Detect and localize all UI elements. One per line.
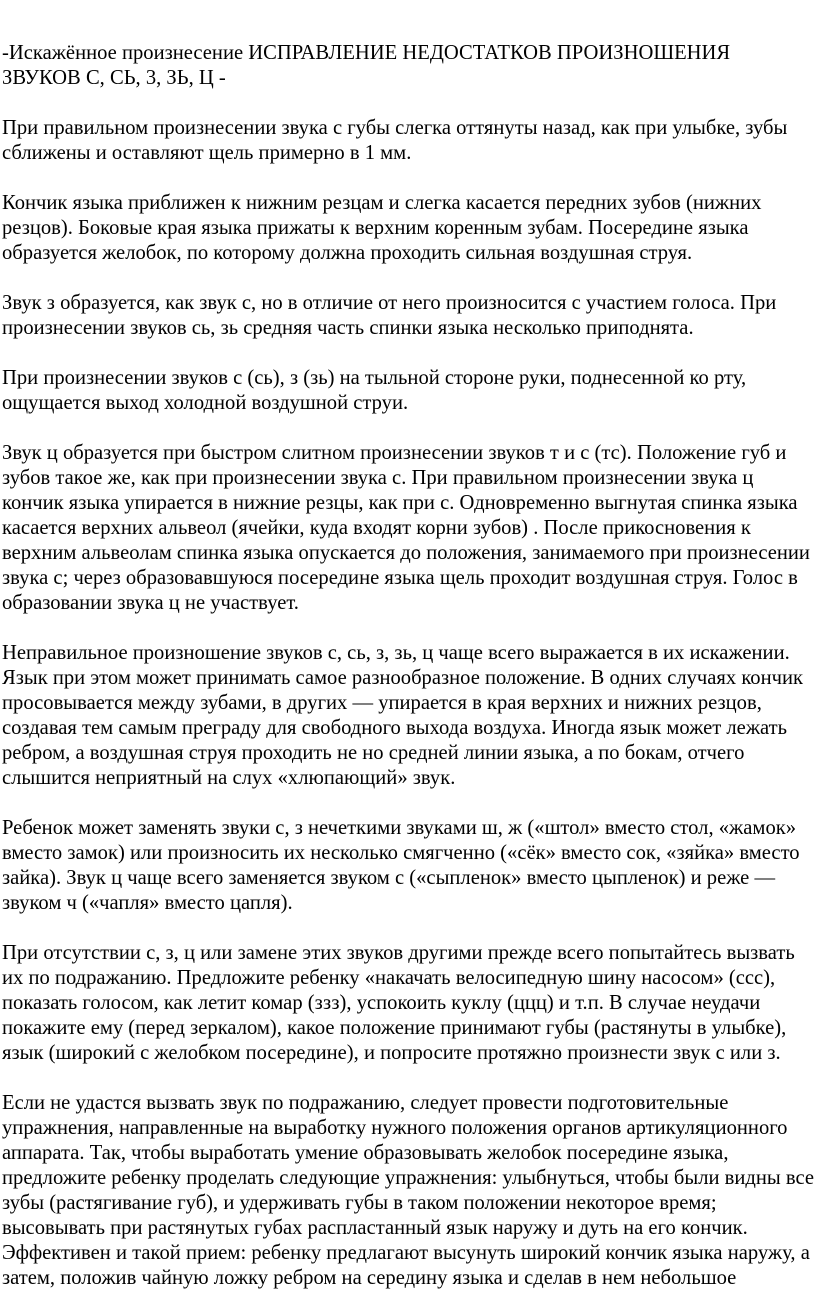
paragraph-substitutions: Ребенок может заменять звуки с, з нечеткими звуками ш, ж («штол» вместо стол, «жамок» вместо замок) или произносить их несколько смягченно («сёк» вместо сок, «зяйка» вместо зайка). Звук ц чаще всего заменяется звуком с («сыпленок» вместо цыпленок) и реже — звуком ч («чапля» вместо цапля). [2,817,800,914]
paragraph-air-stream: При произнесении звуков с (сь), з (зь) на тыльной стороне руки, поднесенной ко рту, ощущается выход холодной воздушной струи. [2,367,747,414]
paragraph-sound-z: Звук з образуется, как звук с, но в отличие от него произносится с участием голоса. При произнесении звуков сь, зь средняя часть спинки языка несколько приподнята. [2,292,777,339]
document-title: -Искажённое произнесение ИСПРАВЛЕНИЕ НЕДОСТАТКОВ ПРОИЗНОШЕНИЯ ЗВУКОВ С, СЬ, 3, ЗЬ, Ц - [2,42,731,89]
paragraph-tongue-position: Кончик языка приближен к нижним резцам и слегка касается передних зубов (нижних резцов). Боковые края языка прижаты к верхним коренным зубам. Посередине языка образуется желобок, по которому должна проходить сильная воздушная струя. [2,192,762,264]
paragraph-imitation: При отсутствии с, з, ц или замене этих звуков другими прежде всего попытайтесь вызвать их по подражанию. Предложите ребенку «накачать велосипедную шину насосом» (ссс), показать голосом, как летит комар (ззз), успокоить куклу (ццц) и т.п. В случае неудачи покажите ему (перед зеркалом), какое положение принимают губы (растянуты в улыбке), язык (широкий с желобком посередине), и попросите протяжно произнести звук с или з. [2,942,795,1064]
paragraph-preparatory-exercises: Если не удастся вызвать звук по подражанию, следует провести подготовительные упражнения, направленные на выработку нужного положения органов артикуляционного аппарата. Так, чтобы выработать умение образовывать желобок посередине языка, предложите ребенку проделать следующие упражнения: улыбнуться, чтобы были видны все зубы (растягивание губ), и удерживать губы в таком положении некоторое время; высовывать при растянутых губах распластанный язык наружу и дуть на его кончик. Эффективен и такой прием: ребенку предлагают высунуть широкий кончик языка наружу, а затем, положив чайную ложку ребром на середину языка и сделав в нем небольшое [2,1092,815,1289]
paragraph-incorrect-pronunciation: Неправильное произношение звуков с, сь, з, зь, ц чаще всего выражается в их искажении. Язык при этом может принимать самое разнообразное положение. В одних случаях кончик просовывается между зубами, в других — упирается в края верхних и нижних резцов, создавая тем самым преграду для свободного выхода воздуха. Иногда язык может лежать ребром, а воздушная струя проходить не но средней линии языка, а по бокам, отчего слышится неприятный на слух «хлюпающий» звук. [2,642,804,789]
paragraph-sound-ts: Звук ц образуется при быстром слитном произнесении звуков т и с (тс). Положение губ и зубов такое же, как при произнесении звука с. При правильном произнесении звука ц кончик языка упирается в нижние резцы, как при с. Одновременно выгнутая спинка языка касается верхних альвеол (ячейки, куда входят корни зубов) . После прикосновения к верхним альвеолам спинка языка опускается до положения, занимаемого при произнесении звука с; через образовавшуюся посередине языка щель проходит воздушная струя. Голос в образовании звука ц не участвует. [2,442,810,614]
paragraph-articulation-s: При правильном произнесении звука с губы слегка оттянуты назад, как при улыбке, зубы сближены и оставляют щель примерно в 1 мм. [2,117,788,164]
